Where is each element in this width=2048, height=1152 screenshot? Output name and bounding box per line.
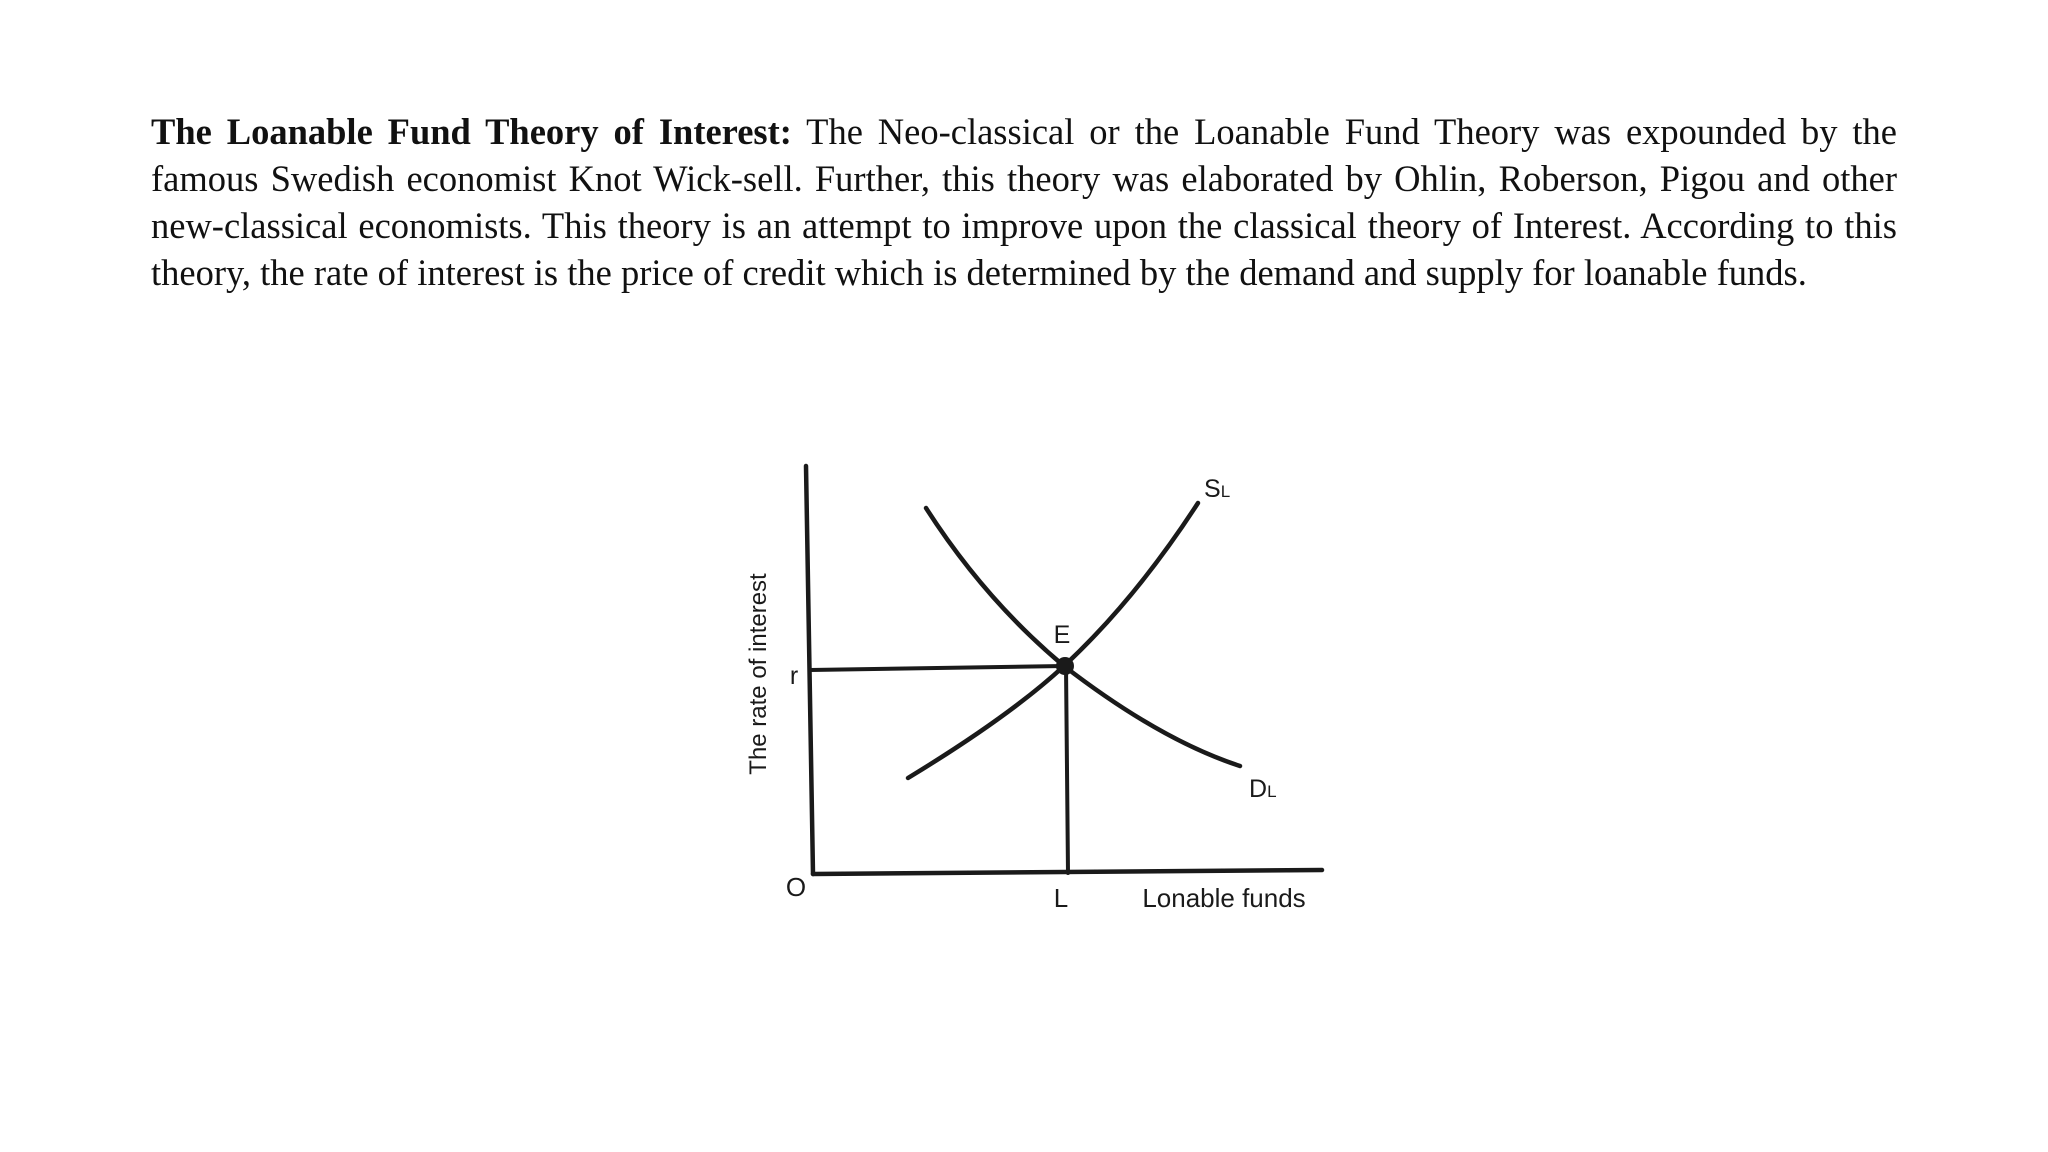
demand-curve [926, 508, 1240, 766]
demand-curve-label-main: D [1249, 775, 1268, 803]
rate-guide-line [810, 666, 1064, 670]
y-axis-label: The rate of interest [745, 573, 772, 775]
supply-curve-label [1204, 475, 1230, 503]
demand-curve-label [1249, 775, 1277, 803]
supply-curve-label-main: S [1204, 475, 1221, 503]
rate-label: r [789, 662, 799, 690]
theory-heading: The Loanable Fund Theory of Interest: [151, 111, 792, 152]
theory-body-text: The Neo-classical or the Loanable Fund Theory was expounded by the famous Swedish economist Knot Wick-sell. Further, this theory was elaborated by Ohlin, Roberson, Pigou and other new-classical economists. This theory is an attempt to improve upon the classical theory of Interest. According to this theory, the rate of interest is the price of credit which is determined by the demand and supply for loanable funds. [151, 111, 1897, 293]
quantity-guide-line [1066, 666, 1068, 873]
demand-curve-label-sub: L [1267, 782, 1277, 801]
equilibrium-point [1056, 657, 1074, 675]
equilibrium-label: E [1053, 621, 1071, 649]
origin-label: O [785, 872, 807, 902]
quantity-label: L [1053, 883, 1069, 913]
supply-curve-label-sub: L [1220, 482, 1231, 501]
x-axis-label: Lonable funds [1142, 883, 1306, 913]
